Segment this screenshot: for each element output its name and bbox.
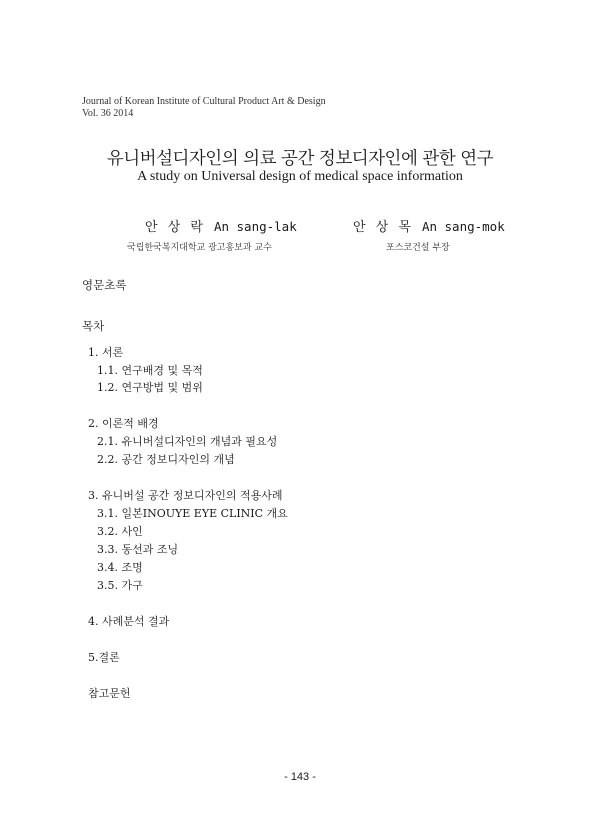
toc-section-3-5: 3.5. 가구: [97, 579, 143, 592]
author-1-name: [145, 216, 297, 235]
author-2-name-en: An sang-mok: [421, 219, 505, 234]
toc-section-2: 2. 이론적 배경: [88, 417, 159, 430]
toc-section-1-1: 1.1. 연구배경 및 목적: [97, 364, 203, 377]
toc-heading: 목차: [82, 319, 105, 333]
toc-section-4: 4. 사례분석 결과: [88, 615, 170, 628]
author-2-name-ko: 안 상 목: [353, 220, 414, 235]
toc-section-3-2: 3.2. 사인: [97, 525, 143, 538]
toc-references: 참고문헌: [88, 687, 131, 700]
toc-section-1-2: 1.2. 연구방법 및 범위: [97, 381, 203, 394]
toc-section-3: 3. 유니버설 공간 정보디자인의 적용사례: [88, 489, 283, 502]
journal-name: Journal of Korean Institute of Cultural Product Art & Design: [82, 96, 326, 107]
journal-header: [82, 96, 326, 120]
author-1-name-en: An sang-lak: [213, 219, 297, 234]
author-1-name-ko: 안 상 락: [145, 220, 206, 235]
author-2-affiliation: 포스코건설 부장: [386, 243, 450, 253]
author-2-name: [353, 216, 505, 235]
toc-section-2-2: 2.2. 공간 정보디자인의 개념: [97, 453, 235, 466]
toc-section-5: 5.결론: [88, 651, 120, 664]
author-1-affiliation: 국립한국복지대학교 광고홍보과 교수: [127, 243, 272, 253]
paper-title: 유니버설디자인의 의료 공간 정보디자인에 관한 연구: [106, 149, 494, 169]
page-number: - 143 -: [284, 771, 316, 783]
paper-subtitle: A study on Universal design of medical space information: [137, 169, 463, 184]
journal-volume: Vol. 36 2014: [82, 108, 134, 119]
toc-section-3-3: 3.3. 동선과 조닝: [97, 543, 179, 556]
toc-section-3-4: 3.4. 조명: [97, 561, 143, 574]
toc-section-1: 1. 서론: [88, 346, 124, 359]
toc-section-2-1: 2.1. 유니버설디자인의 개념과 필요성: [97, 435, 278, 448]
toc-section-3-1: 3.1. 일본INOUYE EYE CLINIC 개요: [97, 507, 288, 520]
abstract-heading: 영문초록: [82, 278, 127, 292]
